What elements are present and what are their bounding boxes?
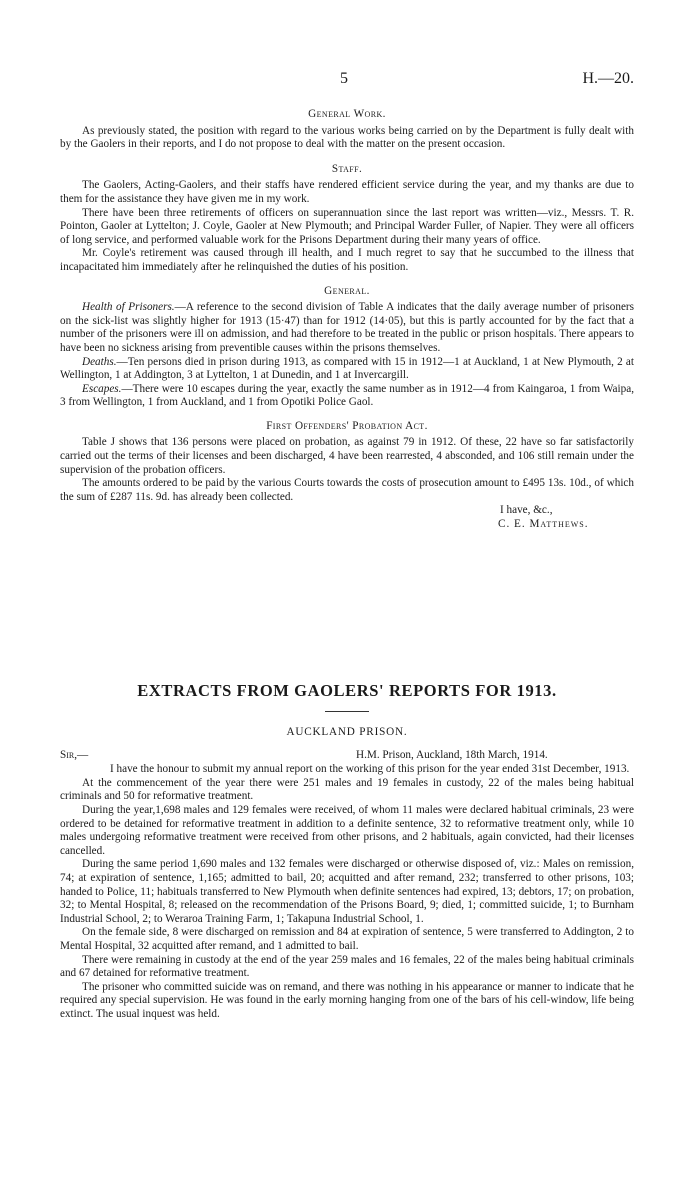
extract-paragraph-5: On the female side, 8 were discharged on remission and 84 at expiration of sentence, 5 were transferred to Addington, 2 to Mental Hospital, 32 acquitted after remand, and 1 admitted to bail. xyxy=(60,926,634,952)
health-title: Health of Prisoners. xyxy=(82,301,175,314)
running-header xyxy=(0,72,700,92)
paragraph-deaths xyxy=(60,356,634,383)
extract-paragraph-4: During the same period 1,690 males and 132 females were discharged or otherwise disposed of, viz.: Males on remission, 74; at expiration of sentence, 1,165; admitted to bail, 20; acquitted and after remand, 232; transferred to other prisons, 103; handed to Police, 11; habituals transferred to New Plymouth when definite sentences had expired, 13; debtors, 17; on probation, 32; to Mental Hospital, 8; released on the recommendation of the Prisons Board, 9; died, 1; committed suicide, 1; to Burnham Industrial School, 2; to Weraroa Training Farm, 1; Takapuna Industrial School, 1. xyxy=(60,858,634,925)
extracts-title: EXTRACTS FROM GAOLERS' REPORTS FOR 1913. xyxy=(137,681,557,700)
page-number: 5 xyxy=(340,70,348,87)
escapes-text: —There were 10 escapes during the year, exactly the same number as in 1912—4 from Kaingaroa, 1 from Waipa, 3 from Wellington, 1 from Auckland, and 1 from Opotiki Police Gaol. xyxy=(60,382,634,409)
paragraph-staff-2: There have been three retirements of officers on superannuation since the last report was written—viz., Messrs. T. R. Pointon, Gaoler at Lyttelton; J. Coyle, Gaoler at New Plymouth; and Principal Warder Fuller, of Napier. They were all officers of long service, and performed valuable work for the Prisons Department during their many years of office. xyxy=(60,206,634,246)
extract-paragraph-1: I have the honour to submit my annual report on the working of this prison for the year ended 31st December, 1913. xyxy=(110,763,630,776)
health-text: —A reference to the second division of Table A indicates that the daily average number of prisoners on the sick-list was slightly higher for 1913 (15·47) than for 1912 (14·05), but this is partly accounted for by the fact that a number of the prisoners were ill on admission, and had therefore to be treated in the public or prison hospitals. There appears to have been no sickness arising from preventible causes within the prisons themselves. xyxy=(60,301,634,354)
extract-paragraph-6: There were remaining in custody at the end of the year 259 males and 16 females, 22 of the males being habitual criminals and 67 detained for reformative treatment. xyxy=(60,953,634,980)
salutation-row xyxy=(60,749,634,763)
section-heading-staff: Staff. xyxy=(331,162,363,175)
extracts-section xyxy=(60,681,634,1021)
section-heading-probation: First Offenders' Probation Act. xyxy=(266,419,428,432)
deaths-title: Deaths. xyxy=(82,355,117,368)
extract-paragraph-7: The prisoner who committed suicide was on remand, and there was nothing in his appearance or manner to indicate that he required any special supervision. He was found in the early morning hanging from one of the bars of his cell-window, life being extinct. The usual inquest was held. xyxy=(60,980,634,1020)
section-heading-general-work: General Work. xyxy=(308,108,386,120)
extract-paragraph-3: During the year,1,698 males and 129 females were received, of whom 11 males were declared habitual criminals, 23 were ordered to be detained for reformative treatment in addition to a definite sentence, 32 to reformative treatment only, while 10 males undergoing reformative treatment were received from other prisons, and 2 habituals, again convicted, had their licenses cancelled. xyxy=(60,803,634,857)
paragraph-staff-3: Mr. Coyle's retirement was caused through ill health, and I much regret to say that he succumbed to the illness that incapacitated him immediately after he relinquished the duties of his position. xyxy=(60,247,634,273)
paragraph-staff-1: The Gaolers, Acting-Gaolers, and their staffs have rendered efficient service during the year, and my thanks are due to them for the assistance they have given me in my work. xyxy=(60,179,634,205)
paragraph-probation-1: Table J shows that 136 persons were placed on probation, as against 79 in 1912. Of these, 22 have so far satisfactorily carried out the terms of their licenses and been discharged, 4 have been rearrested, 4 absconded, and 106 still remain under the supervision of the probation officers. xyxy=(60,436,634,476)
document-code: H.—20. xyxy=(582,70,634,87)
paragraph-probation-2: The amounts ordered to be paid by the various Courts towards the costs of prosecution amount to £495 13s. 10d., of which the sum of £287 11s. 9d. has already been collected. xyxy=(60,477,634,503)
paragraph-health xyxy=(60,301,634,355)
extract-paragraph-2: At the commencement of the year there were 251 males and 19 females in custody, 22 of the males being habitual criminals and 50 for reformative treatment. xyxy=(60,776,634,803)
paragraph-escapes xyxy=(60,383,634,410)
paragraph-general-work: As previously stated, the position with regard to the various works being carried on by the Department is fully dealt with by the Gaolers in their reports, and I do not propose to deal with the matter on the present occasion. xyxy=(60,124,634,151)
place-date: H.M. Prison, Auckland, 18th March, 1914. xyxy=(356,749,548,762)
escapes-title: Escapes. xyxy=(82,382,122,395)
report-body xyxy=(60,102,634,532)
signoff-name: C. E. Matthews. xyxy=(498,518,589,531)
salutation: Sir,— xyxy=(60,749,89,762)
prison-heading: AUCKLAND PRISON. xyxy=(286,725,408,738)
signoff-closing: I have, &c., xyxy=(500,504,553,517)
title-divider xyxy=(325,711,369,712)
deaths-text: —Ten persons died in prison during 1913, as compared with 15 in 1912—1 at Auckland, 1 at New Plymouth, 2 at Wellington, 1 at Addington, 3 at Lyttelton, 1 at Dunedin, and 1 at Invercargill. xyxy=(60,355,634,382)
section-heading-general: General. xyxy=(324,284,370,297)
